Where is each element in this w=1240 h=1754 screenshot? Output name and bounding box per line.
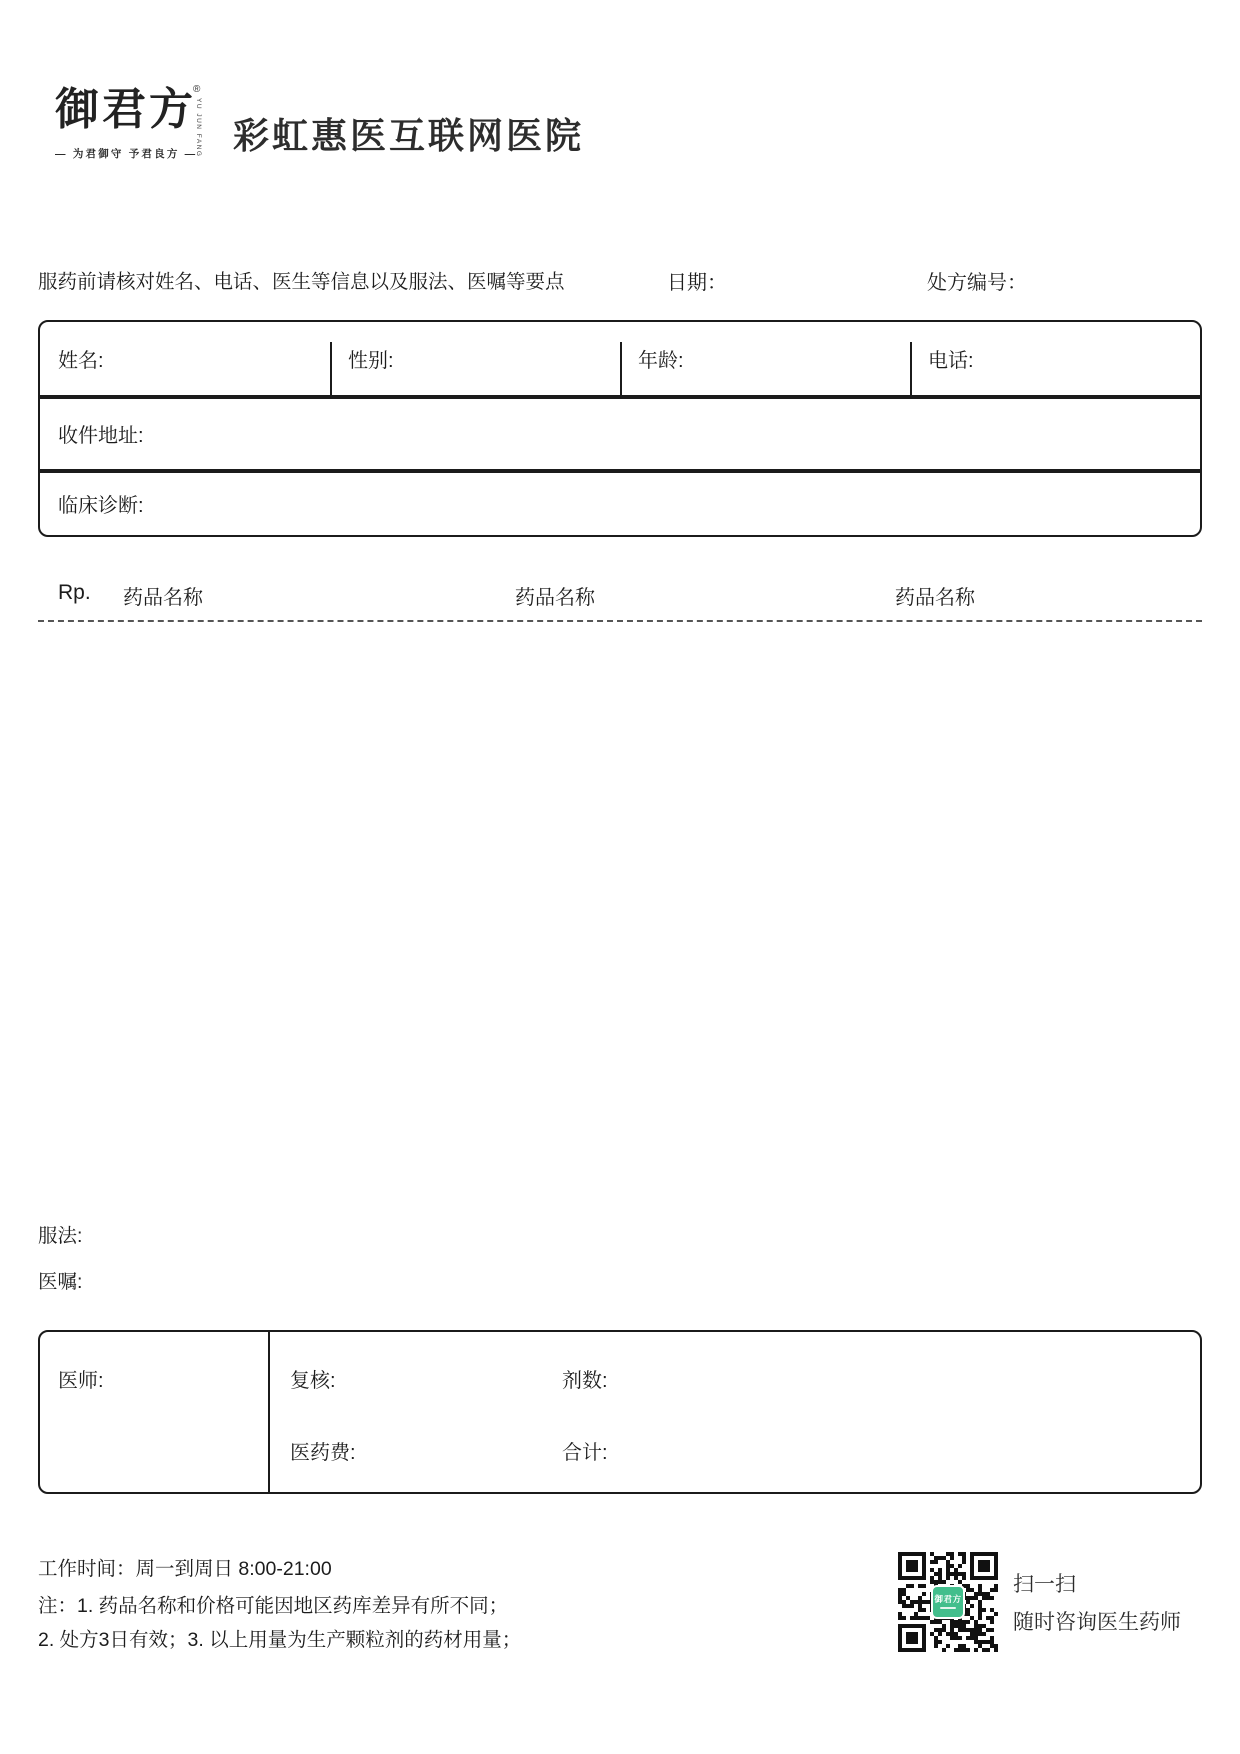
drug-name-column-header-2: 药品名称 bbox=[515, 587, 595, 609]
patient-gender-label: 性别: bbox=[348, 350, 394, 372]
brand-logo bbox=[55, 86, 205, 161]
patient-phone-field bbox=[910, 322, 1200, 395]
medicine-fee-label: 医药费: bbox=[290, 1442, 356, 1464]
usage-instructions-label: 服法: bbox=[38, 1225, 83, 1247]
qr-caption-consult: 随时咨询医生药师 bbox=[1013, 1611, 1181, 1634]
qr-code bbox=[898, 1552, 998, 1652]
reviewer-label: 复核: bbox=[290, 1370, 336, 1392]
signature-fee-box bbox=[38, 1330, 1202, 1494]
clinical-diagnosis-label: 临床诊断: bbox=[58, 494, 144, 517]
patient-gender-field bbox=[330, 322, 620, 395]
qr-caption-scan: 扫一扫 bbox=[1013, 1573, 1076, 1596]
hospital-name-title: 彩虹惠医互联网医院 bbox=[233, 115, 585, 156]
patient-name-label: 姓名: bbox=[58, 350, 104, 372]
patient-phone-label: 电话: bbox=[928, 350, 974, 372]
footer-note-line-1: 注：1. 药品名称和价格可能因地区药库差异有所不同； bbox=[38, 1595, 509, 1617]
working-hours-text: 工作时间：周一到周日 8:00-21:00 bbox=[38, 1558, 332, 1580]
patient-age-label: 年龄: bbox=[638, 350, 684, 372]
brand-slogan: — 为君御守 予君良方 — bbox=[55, 148, 198, 161]
doses-count-label: 剂数: bbox=[562, 1370, 608, 1392]
verification-reminder-text: 服药前请核对姓名、电话、医生等信息以及服法、医嘱等要点 bbox=[38, 271, 565, 293]
patient-name-field bbox=[40, 322, 330, 395]
patient-age-field bbox=[620, 322, 910, 395]
drug-section-dashed-divider bbox=[38, 620, 1202, 622]
signature-box-divider bbox=[268, 1332, 270, 1492]
brand-logo-text: 御君方 bbox=[55, 84, 196, 135]
rp-label: Rp. bbox=[58, 581, 91, 604]
qr-badge-rule bbox=[940, 1607, 956, 1609]
brand-logo-pinyin: YU JUN FANG bbox=[194, 98, 202, 158]
patient-info-row-basic bbox=[40, 322, 1200, 395]
shipping-address-label: 收件地址: bbox=[58, 425, 144, 447]
doctor-advice-label: 医嘱: bbox=[38, 1271, 83, 1293]
drug-name-column-header-3: 药品名称 bbox=[895, 587, 975, 609]
total-label: 合计: bbox=[562, 1442, 608, 1464]
drug-name-column-header-1: 药品名称 bbox=[123, 587, 203, 609]
registered-trademark-icon: ® bbox=[193, 84, 204, 95]
shipping-address-field bbox=[40, 398, 1200, 469]
date-label: 日期： bbox=[667, 272, 727, 294]
footer-note-line-2: 2. 处方3日有效；3. 以上用量为生产颗粒剂的药材用量； bbox=[38, 1629, 522, 1651]
clinical-diagnosis-field bbox=[40, 472, 1200, 534]
physician-label: 医师: bbox=[58, 1370, 104, 1392]
qr-center-brand-badge bbox=[931, 1585, 965, 1619]
qr-badge-text: 御君方 bbox=[934, 1594, 962, 1605]
patient-info-box bbox=[38, 320, 1202, 537]
prescription-number-label: 处方编号： bbox=[927, 272, 1027, 294]
